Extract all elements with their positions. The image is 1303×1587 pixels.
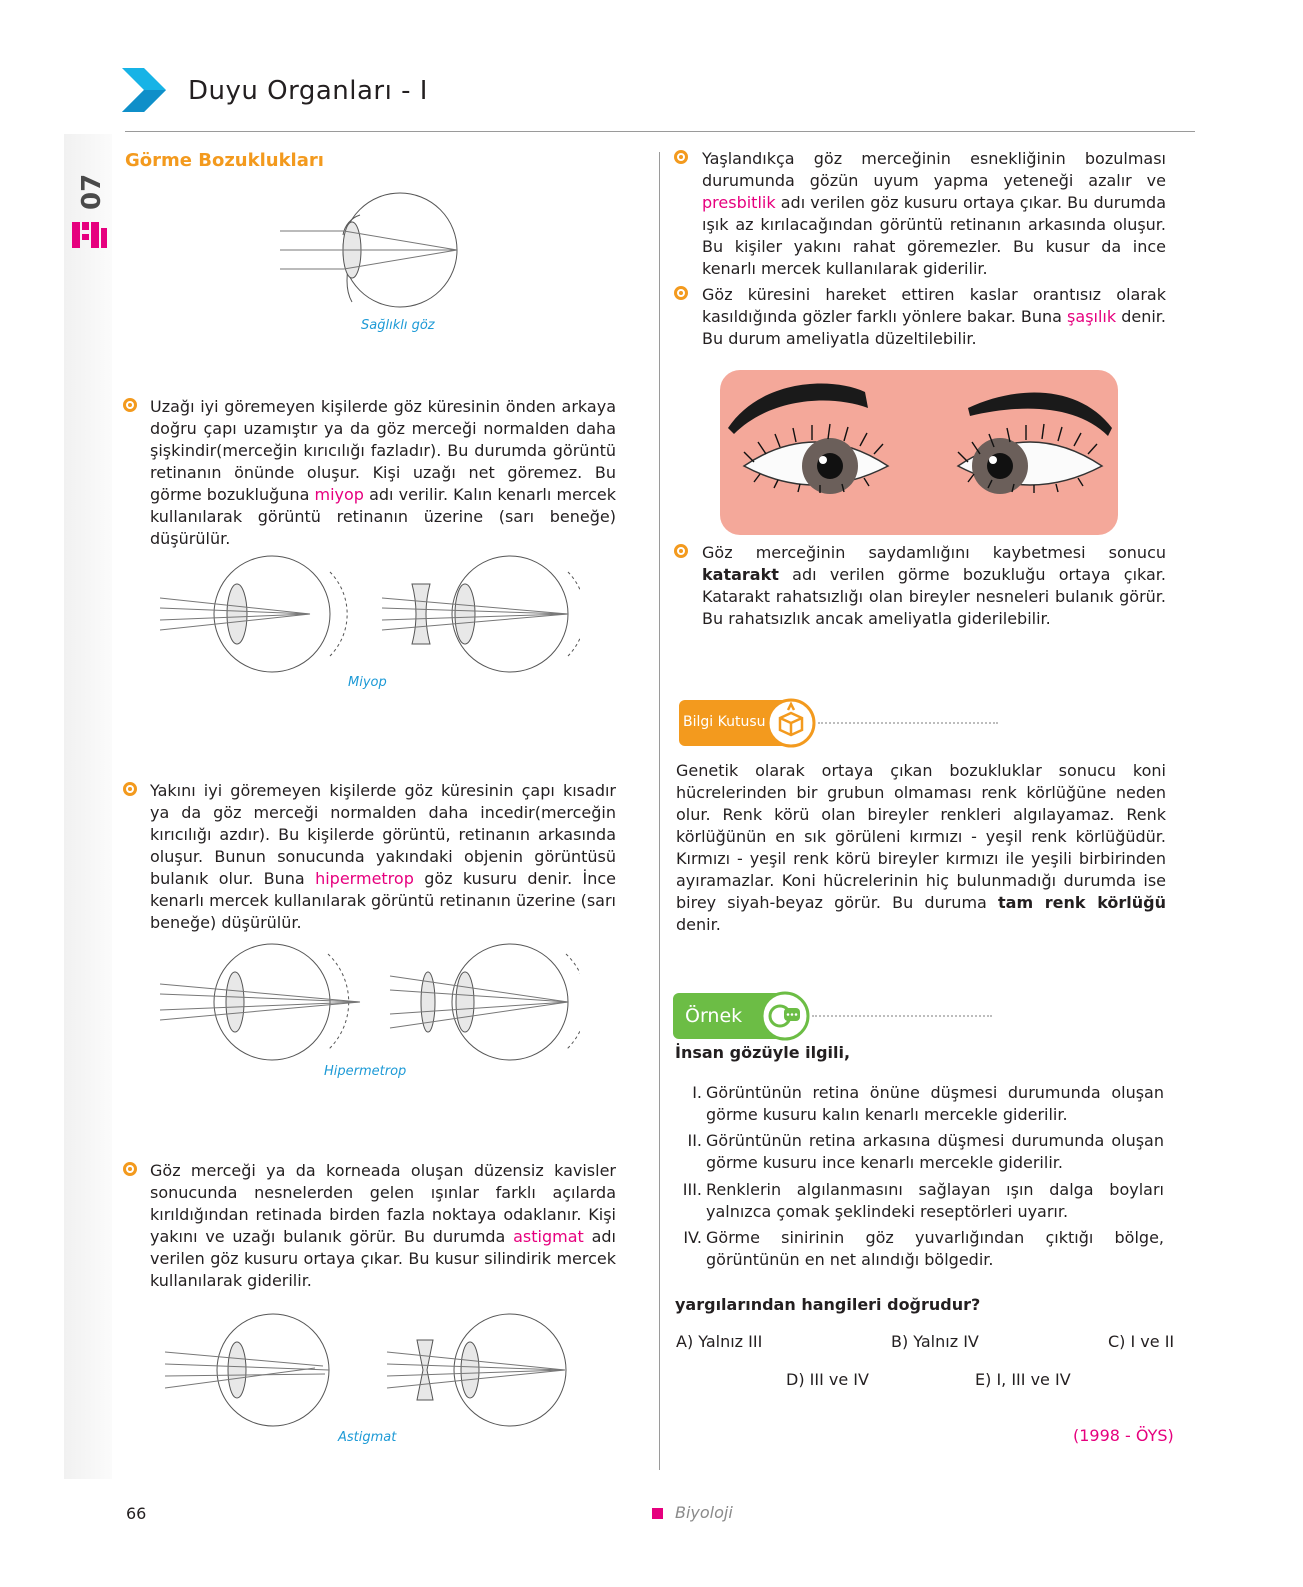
strabismus-eyes-illustration [720,370,1118,535]
exam-source: (1998 - ÖYS) [1073,1426,1174,1445]
paragraph-myopia: Uzağı iyi göremeyen kişilerde göz küresinin önden arkaya doğru çapı uzamıştır ya da göz merceği normalden daha şişkindir(merceğin kırıcılığı fazladır). Bu durumda görüntü retinanın önünde oluşur. Kişi uzağı net göremez. Bu görme bozukluğuna miyop adı verilir. Kalın kenarlı mercek kullanılarak görüntü retinanın üzerine (sarı beneğe) düşürülür. [150,397,617,548]
side-strip [64,134,112,1479]
box-icon [766,698,816,748]
option-c[interactable]: C) I ve II [1108,1332,1175,1351]
chapter-tab [54,150,124,260]
bullet-icon [123,398,137,412]
paragraph-cataract: Göz merceğinin saydamlığını kaybetmesi sonucu katarakt adı verilen görme bozukluğu ortaya çıkar. Katarakt rahatsızlığı olan bireyler nesneleri bulanık görür. Bu rahatsızlık ancak ameliyatla giderilebilir. [702,543,1166,628]
bullet-icon [123,782,137,796]
keyword-presbyopia: presbitlik [702,193,776,212]
list-item: II. Görüntünün retina arkasına düşmesi durumunda oluşan görme kusuru ince kenarlı mercekle giderilir. [687,1131,1164,1172]
paragraph-astigmatism: Göz merceği ya da korneada oluşan düzensiz kavisler sonucunda nesnelerden gelen ışınlar farklı açılarda kırıldığından retinada birden fazla noktaya odaklanır. Kişi yakını ve uzağı bulanık görür. Bu durumda astigmat adı verilen göz kusuru ortaya çıkar. Bu kusur silindirik mercek kullanılarak giderilir. [150,1161,616,1290]
caption-healthy-eye: Sağlıklı göz [361,318,435,333]
footer-subject: Biyoloji [675,1503,733,1522]
chapter-number: 07 [77,173,107,210]
list-item: IV. Görme sinirinin göz yuvarlığından çıktığı bölge, görüntünün en net alındığı bölgedir. [683,1228,1164,1269]
bullet-icon [674,150,688,164]
caption-myopia: Miyop [348,675,387,690]
option-a[interactable]: A) Yalnız III [676,1332,763,1351]
column-divider [659,152,660,1470]
info-box-dots [818,722,998,724]
page-number: 66 [126,1504,147,1523]
keyword-astigmatism: astigmat [513,1227,584,1246]
footer-square-icon [652,1508,663,1519]
info-box-label: Bilgi Kutusu [683,714,766,730]
chapter-logo-icon [72,222,107,248]
healthy-eye-diagram [280,190,470,320]
keyword-hyperopia: hipermetrop [315,869,414,888]
chevron-arrow-icon [120,66,168,114]
chat-bubbles-icon [760,991,810,1041]
caption-astigmatism: Astigmat [338,1430,397,1445]
keyword-strabismus: şaşılık [1067,307,1117,326]
keyword-cataract: katarakt [702,565,779,584]
hyperopia-diagram [160,938,580,1068]
question-prompt: yargılarından hangileri doğrudur? [675,1295,981,1314]
myopia-diagram [160,552,580,677]
section-title: Görme Bozuklukları [125,150,324,171]
bullet-icon [123,1162,137,1176]
option-d[interactable]: D) III ve IV [786,1370,869,1389]
option-b[interactable]: B) Yalnız IV [891,1332,979,1351]
list-item: III. Renklerin algılanmasını sağlayan ışın dalga boyları yalnızca çomak şeklindeki reseptörleri uyarır. [682,1180,1164,1221]
statement-list [670,1082,1170,1282]
paragraph-strabismus: Göz küresini hareket ettiren kaslar orantısız olarak kasıldığında gözler farklı yönlere bakar. Buna şaşılık denir. Bu durum ameliyatla düzeltilebilir. [702,285,1167,348]
astigmatism-diagram [165,1308,585,1433]
bullet-icon [674,286,688,300]
header-divider [125,131,1195,132]
keyword-total-color-blindness: tam renk körlüğü [998,893,1167,912]
option-e[interactable]: E) I, III ve IV [975,1370,1071,1389]
keyword-myopia: miyop [314,485,364,504]
list-item: I. Görüntünün retina önüne düşmesi durumunda oluşan görme kusuru kalın kenarlı mercekle giderilir. [692,1083,1164,1124]
example-dots [812,1015,992,1017]
example-label: Örnek [685,1005,743,1027]
bullet-icon [674,544,688,558]
info-box-text: Genetik olarak ortaya çıkan bozukluklar sonucu koni hücrelerinden bir grubun olmaması renk körlüğüne neden olur. Renk körü olan bireyler renkleri algılayamaz. Renk körlüğünün en sık görüleni kırmızı - yeşil renk körlüğüdür. Kırmızı - yeşil renk körü bireyler kırmızı ile yeşili birbirinden ayıramazlar. Koni hücrelerinin hiç bulunmadığı durumda ise birey siyah-beyaz görür. Bu duruma tam renk körlüğü denir. [676,761,1167,934]
paragraph-hyperopia: Yakını iyi göremeyen kişilerde göz küresinin çapı kısadır ya da göz merceği normalden daha incedir(merceğin kırıcılığı azdır). Bu kişilerde görüntü, retinanın arkasında oluşur. Bunun sonucunda yakındaki objenin görüntüsü bulanık olur. Buna hipermetrop göz kusuru denir. İnce kenarlı mercek kullanılarak görüntü retinanın üzerine (sarı beneğe) düşürülür. [150,781,616,932]
page-title: Duyu Organları - I [188,76,428,106]
paragraph-presbyopia: Yaşlandıkça göz merceğinin esnekliğinin bozulması durumunda gözün uyum yapma yeteneği azalır ve presbitlik adı verilen göz kusuru ortaya çıkar. Bu durumda ışık az kırılacağından görüntü retinanın arkasında oluşur. Bu kişiler yakını rahat göremezler. Bu kusur da ince kenarlı mercek kullanılarak giderilir. [702,149,1166,278]
caption-hyperopia: Hipermetrop [324,1064,407,1079]
question-stem: İnsan gözüyle ilgili, [675,1043,851,1062]
